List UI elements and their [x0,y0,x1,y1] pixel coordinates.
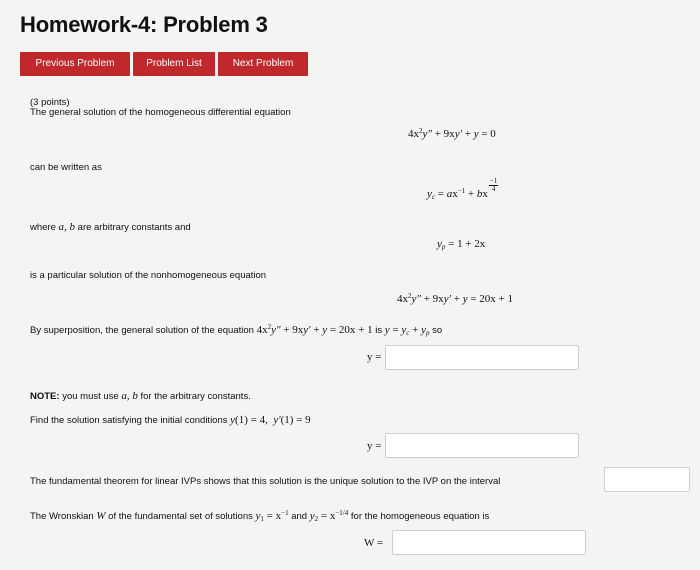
wronskian-words-b: of the fundamental set of solutions [108,511,253,522]
wronskian-words-a: The Wronskian [30,511,94,522]
intro-text: The general solution of the homogeneous differential equation [30,107,291,118]
ivp-solution-input[interactable] [385,433,579,458]
general-solution-input[interactable] [385,345,579,370]
and-word: and [291,511,308,522]
homogeneous-equation: $4x^2y'' + 9xy' + y = 0$ [408,127,496,140]
wronskian-input[interactable] [392,530,586,555]
note-label: NOTE: [30,391,60,402]
superposition-words: By superposition, the general solution of the equation [30,325,254,336]
ivp-answer-label: y = [367,440,382,452]
where-word: where [30,222,56,233]
is-word: is [375,325,383,336]
next-problem-button[interactable]: Next Problem [218,52,308,76]
note-text: NOTE: you must use a, b for the arbitrary constants. [30,390,251,402]
note-words: you must use [62,391,119,402]
can-be-written-text: can be written as [30,162,102,173]
particular-solution: $y_p = 1 + 2x$ [437,238,486,251]
page-title: Homework-4: Problem 3 [20,12,268,37]
superposition-text: By superposition, the general solution of the equation $4x^2y'' + 9xy' + y = 20x + 1$ is $y = y_c + y_p$ so [30,323,443,337]
wronskian-words-c: for the homogeneous equation is [350,511,490,522]
complementary-solution: $y_c = ax^{-1}$ + bx $\frac{-1}{4}$ [427,177,498,201]
points-label: (3 points) [30,97,70,108]
fundamental-text: The fundamental theorem for linear IVPs shows that this solution is the unique solution to the IVP on the interval [30,476,501,487]
where-text: where a, b are arbitrary constants and [30,221,191,233]
where-rest: are arbitrary constants and [77,222,191,233]
particular-text: is a particular solution of the nonhomogeneous equation [30,270,267,281]
problem-list-button[interactable]: Problem List [133,52,215,76]
interval-input[interactable] [604,467,690,492]
so-word: so [432,325,443,336]
wronskian-text: The Wronskian W of the fundamental set of solutions $y_1 = x^{-1}$ and $y_2 = x^{-1/4}$ for the homogeneous equation is [30,509,490,523]
find-words: Find the solution satisfying the initial conditions [30,415,228,426]
wronskian-answer-label: W = [364,537,384,549]
previous-problem-button[interactable]: Previous Problem [20,52,130,76]
note-rest: for the arbitrary constants. [140,391,251,402]
nonhomogeneous-equation: $4x^2y'' + 9xy' + y = 20x + 1$ [397,292,514,305]
find-text: Find the solution satisfying the initial conditions y(1) = 4, y′(1) = 9 [30,414,311,426]
general-answer-label: y = [367,351,382,363]
